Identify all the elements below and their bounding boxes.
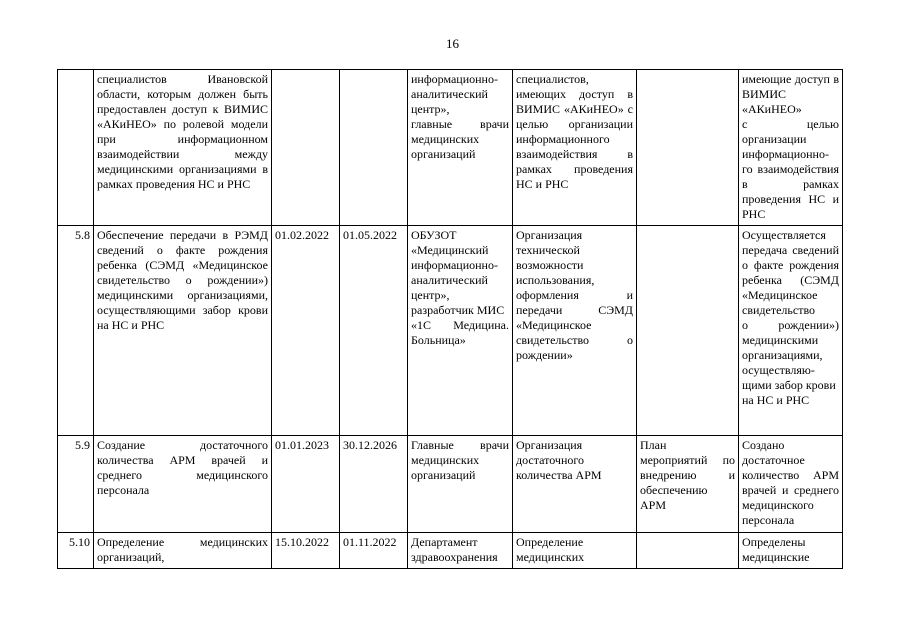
indicator-cell: Определены медицинские: [739, 533, 843, 569]
end-date-cell: [340, 70, 408, 226]
end-date-cell: 01.05.2022: [340, 226, 408, 436]
end-date-cell: 01.11.2022: [340, 533, 408, 569]
task-cell: специалистов Ивановской области, которым должен быть предоставлен доступ к ВИМИС «АКиНЕО» по ролевой модели при информационном взаимодействии между медицинскими организациями в рамках проведения НС и РНС: [94, 70, 272, 226]
result-cell: Организация достаточного количества АРМ: [513, 436, 637, 533]
row-number: 5.8: [58, 226, 94, 436]
table-row: [58, 436, 843, 533]
page-number: 16: [446, 36, 459, 51]
task-cell: Обеспечение передачи в РЭМД сведений о факте рождения ребенка (СЭМД «Медицинское свидетельство о рождении») медицинскими организациями, осуществляющими забор крови на НС и РНС: [94, 226, 272, 436]
document-cell: [637, 226, 739, 436]
start-date-cell: 01.02.2022: [272, 226, 340, 436]
responsible-cell: Департамент здравоохранения: [408, 533, 513, 569]
start-date-cell: 01.01.2023: [272, 436, 340, 533]
start-date-cell: 15.10.2022: [272, 533, 340, 569]
result-cell: специалистов, имеющих доступ в ВИМИС «АКиНЕО» с целью организации информационного взаимодействия в рамках проведения НС и РНС: [513, 70, 637, 226]
task-cell: Определение медицинских организаций,: [94, 533, 272, 569]
row-number: [58, 70, 94, 226]
row-number: 5.10: [58, 533, 94, 569]
document-cell: План мероприятий по внедрению и обеспечению АРМ: [637, 436, 739, 533]
responsible-cell: информационно-аналитический центр», главные врачи медицинских организаций: [408, 70, 513, 226]
plan-table: [57, 69, 843, 569]
table-row: [58, 70, 843, 226]
document-cell: [637, 70, 739, 226]
row-number: 5.9: [58, 436, 94, 533]
task-cell: Создание достаточного количества АРМ врачей и среднего медицинского персонала: [94, 436, 272, 533]
start-date-cell: [272, 70, 340, 226]
responsible-cell: Главные врачи медицинских организаций: [408, 436, 513, 533]
table-row: [58, 226, 843, 436]
document-cell: [637, 533, 739, 569]
indicator-cell: имеющие доступ в ВИМИС «АКиНЕО» с целью организации информационно-го взаимодействия в рамках проведения НС и РНС: [739, 70, 843, 226]
responsible-cell: ОБУЗОТ «Медицинский информационно-аналитический центр», разработчик МИС «1С Медицина. Больница»: [408, 226, 513, 436]
end-date-cell: 30.12.2026: [340, 436, 408, 533]
result-cell: Определение медицинских: [513, 533, 637, 569]
result-cell: Организация технической возможности использования, оформления и передачи СЭМД «Медицинское свидетельство о рождении»: [513, 226, 637, 436]
indicator-cell: Осуществляется передача сведений о факте рождения ребенка (СЭМД «Медицинское свидетельство о рождении») медицинскими организациями, осуществляю-щими забор крови на НС и РНС: [739, 226, 843, 436]
table-row: [58, 533, 843, 569]
indicator-cell: Создано достаточное количество АРМ врачей и среднего медицинского персонала: [739, 436, 843, 533]
